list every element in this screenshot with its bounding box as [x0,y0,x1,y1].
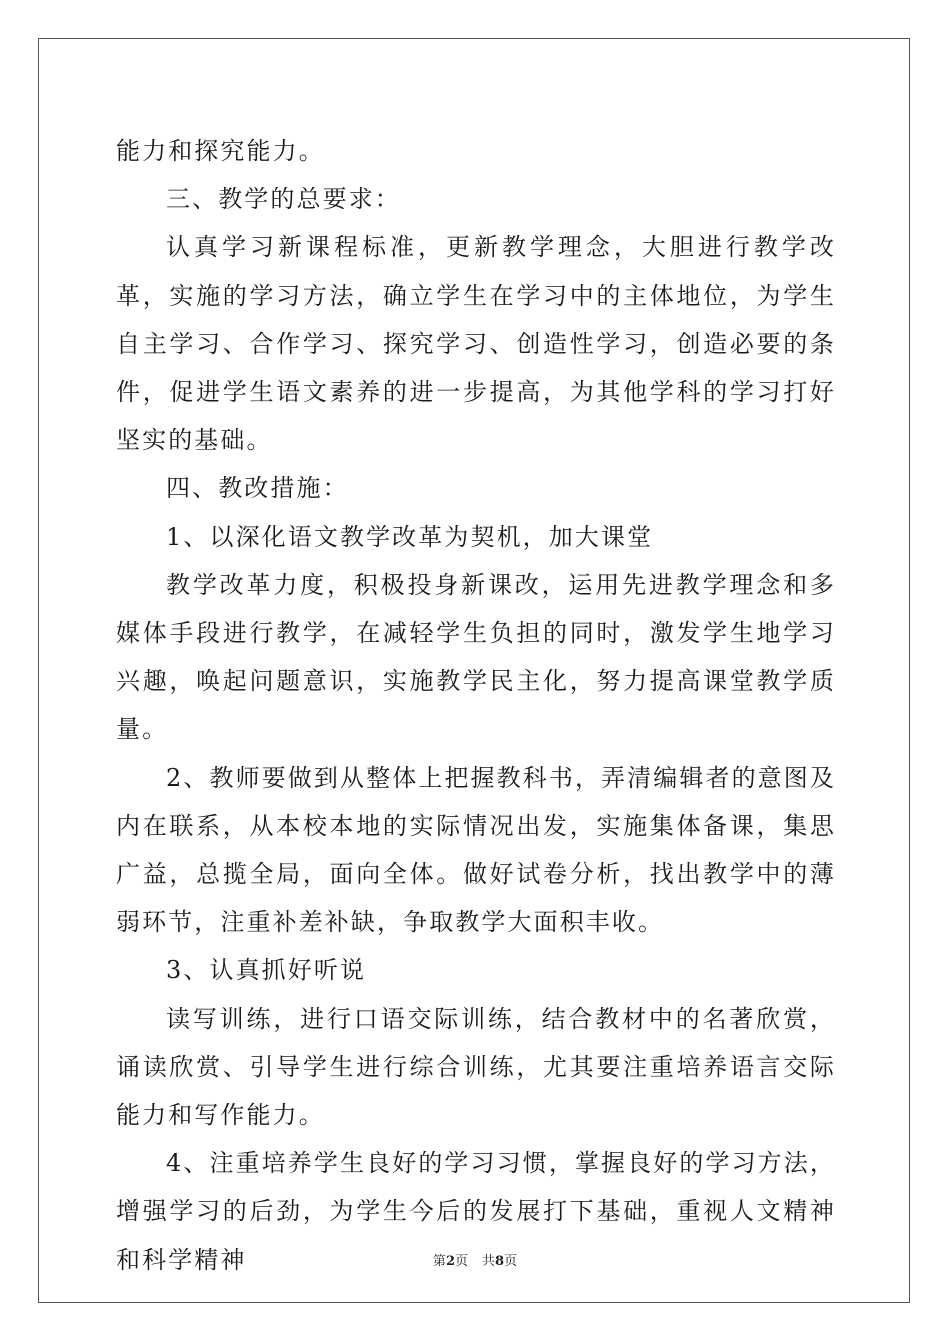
total-pages: 8 [495,1254,505,1269]
measure-4: 4、注重培养学生良好的学习习惯，掌握良好的学习方法，增强学习的后劲，为学生今后的发展打下基础，重视人文精神和科学精神 [116,1149,836,1274]
section-heading-measures: 四、教改措施： [166,474,349,503]
page-suffix: 页 [454,1254,468,1269]
page-footer [0,1250,950,1269]
document-body [116,127,836,1284]
page-prefix: 第 [432,1254,446,1269]
measure-1-heading: 1、以深化语文教学改革为契机，加大课堂 [166,522,654,551]
measure-1-body: 教学改革力度，积极投身新课改，运用先进教学理念和多媒体手段进行教学，在减轻学生负担的同时，激发学生地学习兴趣，唤起问题意识，实施教学民主化，努力提高课堂教学质量。 [116,570,836,744]
paragraph-1: 能力和探究能力。 [116,137,325,165]
section-heading-requirements: 三、教学的总要求： [166,185,401,214]
total-suffix: 页 [504,1254,518,1269]
page-number: 2 [445,1254,455,1269]
measure-2: 2、教师要做到从整体上把握教科书，弄清编辑者的意图及内在联系，从本校本地的实际情况出发，实施集体备课，集思广益，总揽全局，面向全体。做好试卷分析，找出教学中的薄弱环节，注重补差补缺，争取教学大面积丰收。 [116,763,836,937]
measure-3-heading: 3、认真抓好听说 [166,956,367,985]
total-prefix: 共 [482,1254,496,1269]
paragraph-requirements: 认真学习新课程标准，更新教学理念，大胆进行教学改革，实施的学习方法，确立学生在学习中的主体地位，为学生自主学习、合作学习、探究学习、创造性学习，创造必要的条件，促进学生语文素养的进一步提高，为其他学科的学习打好坚实的基础。 [116,233,836,455]
measure-3-body: 读写训练，进行口语交际训练，结合教材中的名著欣赏，诵读欣赏、引导学生进行综合训练，尤其要注重培养语言交际能力和写作能力。 [116,1004,836,1130]
